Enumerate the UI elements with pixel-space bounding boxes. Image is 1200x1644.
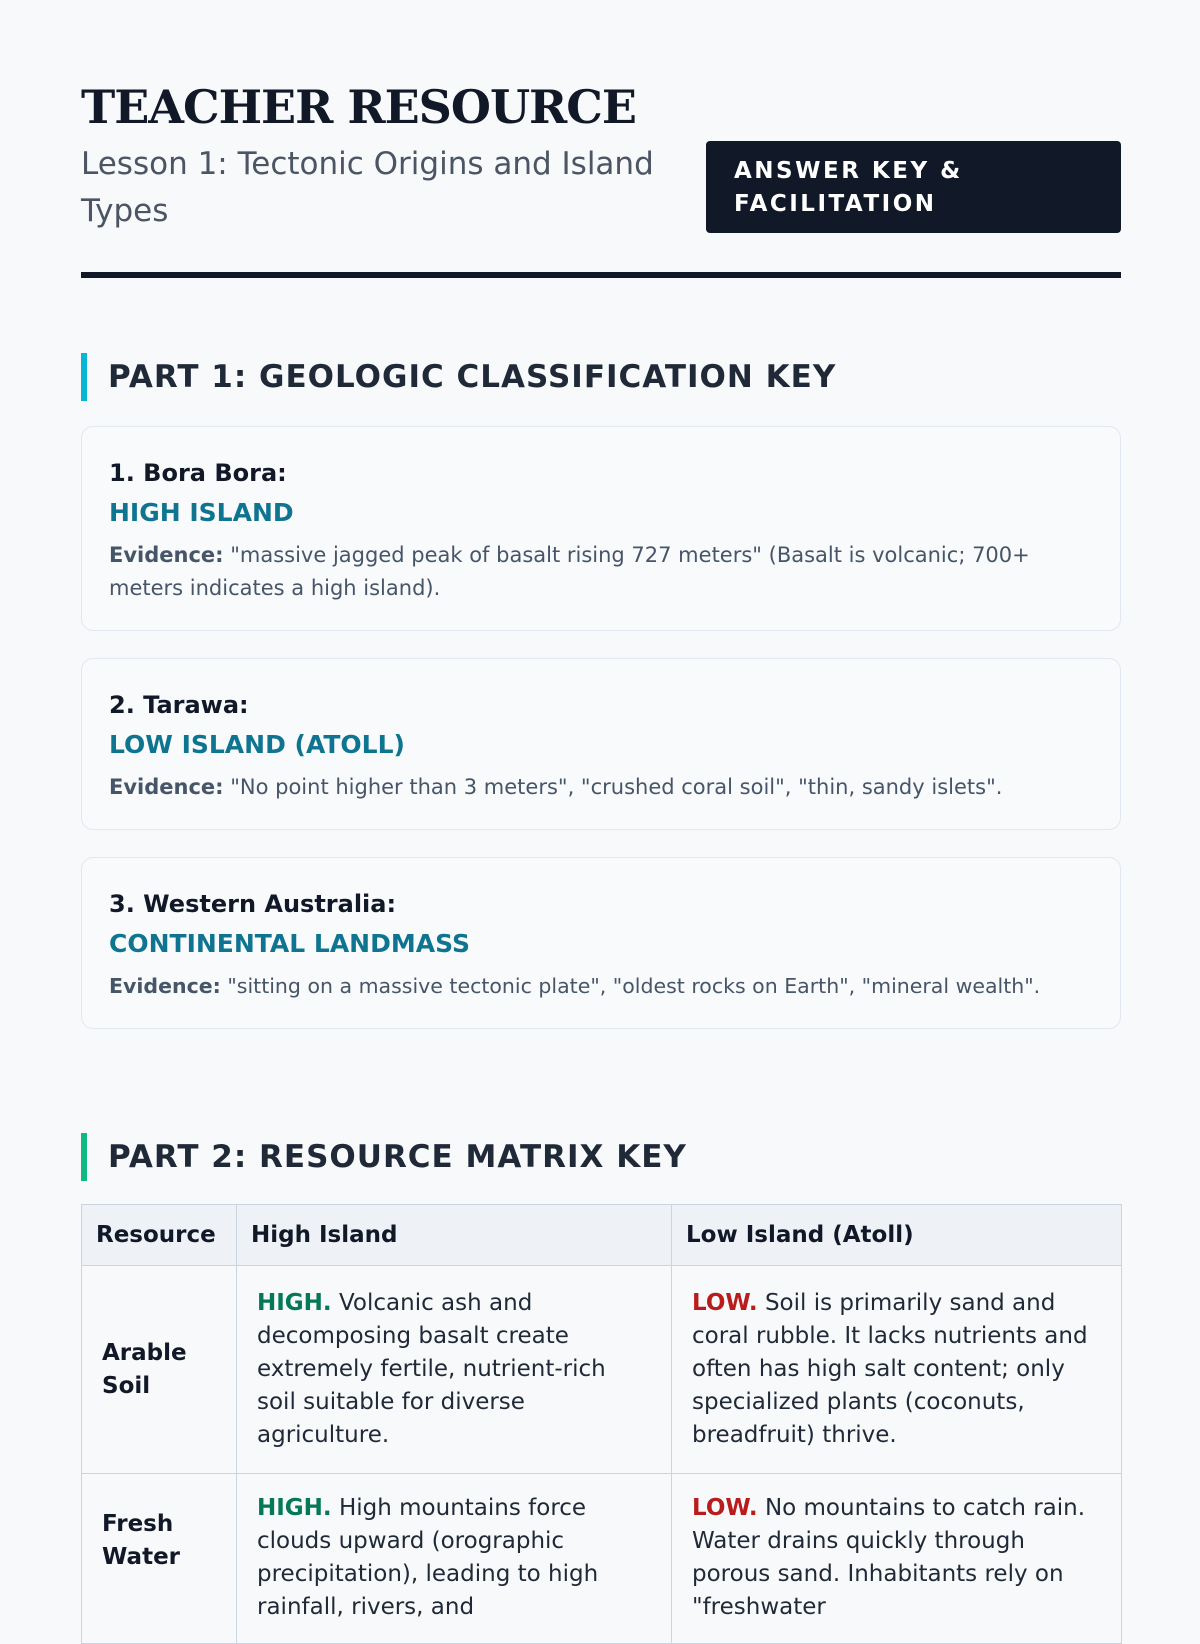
- card-answer: LOW ISLAND (ATOLL): [109, 730, 405, 759]
- classification-card-1: [81, 426, 1121, 631]
- level-badge-high: HIGH.: [257, 1290, 332, 1316]
- cell-text: High mountains force clouds upward (orographic precipitation), leading to high rainfall, rivers, and: [257, 1495, 599, 1620]
- column-header-resource: Resource: [82, 1205, 237, 1266]
- evidence-text: "massive jagged peak of basalt rising 727 meters" (Basalt is volcanic; 700+ meters indicates a high island).: [109, 543, 1030, 600]
- card-evidence: [109, 970, 1093, 1003]
- cell-text: Volcanic ash and decomposing basalt create extremely fertile, nutrient-rich soil suitable for diverse agriculture.: [257, 1290, 606, 1448]
- cell-text: No mountains to catch rain. Water drains quickly through porous sand. Inhabitants rely on "freshwater: [692, 1495, 1086, 1620]
- column-header-low-island: Low Island (Atoll): [672, 1205, 1122, 1266]
- card-title: 2. Tarawa:: [109, 691, 249, 719]
- low-island-cell: [672, 1474, 1122, 1644]
- card-answer: CONTINENTAL LANDMASS: [109, 929, 470, 958]
- high-island-cell: [237, 1266, 672, 1474]
- part2-heading: PART 2: RESOURCE MATRIX KEY: [81, 1133, 1121, 1181]
- column-header-high-island: High Island: [237, 1205, 672, 1266]
- classification-card-3: [81, 857, 1121, 1029]
- resource-name: Fresh Water: [82, 1474, 237, 1644]
- teacher-resource-page: [81, 0, 1121, 1620]
- card-title: 3. Western Australia:: [109, 890, 397, 918]
- resource-name: Arable Soil: [82, 1266, 237, 1474]
- part1-heading: PART 1: GEOLOGIC CLASSIFICATION KEY: [81, 353, 1121, 401]
- level-badge-low: LOW.: [692, 1290, 758, 1316]
- answer-key-badge: ANSWER KEY & FACILITATION: [706, 141, 1121, 233]
- high-island-cell: [237, 1474, 672, 1644]
- card-title: 1. Bora Bora:: [109, 459, 287, 487]
- evidence-label: Evidence:: [109, 543, 224, 567]
- table-row: [82, 1474, 1122, 1644]
- resource-matrix-table: [81, 1204, 1122, 1644]
- level-badge-low: LOW.: [692, 1495, 758, 1521]
- evidence-label: Evidence:: [109, 775, 224, 799]
- page-header: [81, 0, 1121, 282]
- card-evidence: [109, 539, 1093, 605]
- cell-text: Soil is primarily sand and coral rubble. It lacks nutrients and often has high salt content; only specialized plants (coconuts, breadfruit) thrive.: [692, 1290, 1088, 1448]
- level-badge-high: HIGH.: [257, 1495, 332, 1521]
- low-island-cell: [672, 1266, 1122, 1474]
- evidence-text: "No point higher than 3 meters", "crushed coral soil", "thin, sandy islets".: [230, 775, 1003, 799]
- table-row: [82, 1266, 1122, 1474]
- evidence-text: "sitting on a massive tectonic plate", "oldest rocks on Earth", "mineral wealth".: [227, 974, 1041, 998]
- table-header-row: [82, 1205, 1122, 1266]
- lesson-subtitle: Lesson 1: Tectonic Origins and Island Types: [81, 146, 654, 229]
- evidence-label: Evidence:: [109, 974, 221, 998]
- card-evidence: [109, 771, 1093, 804]
- document-title: TEACHER RESOURCE: [81, 80, 636, 134]
- header-divider: [81, 272, 1121, 278]
- card-answer: HIGH ISLAND: [109, 498, 294, 527]
- classification-card-2: [81, 658, 1121, 830]
